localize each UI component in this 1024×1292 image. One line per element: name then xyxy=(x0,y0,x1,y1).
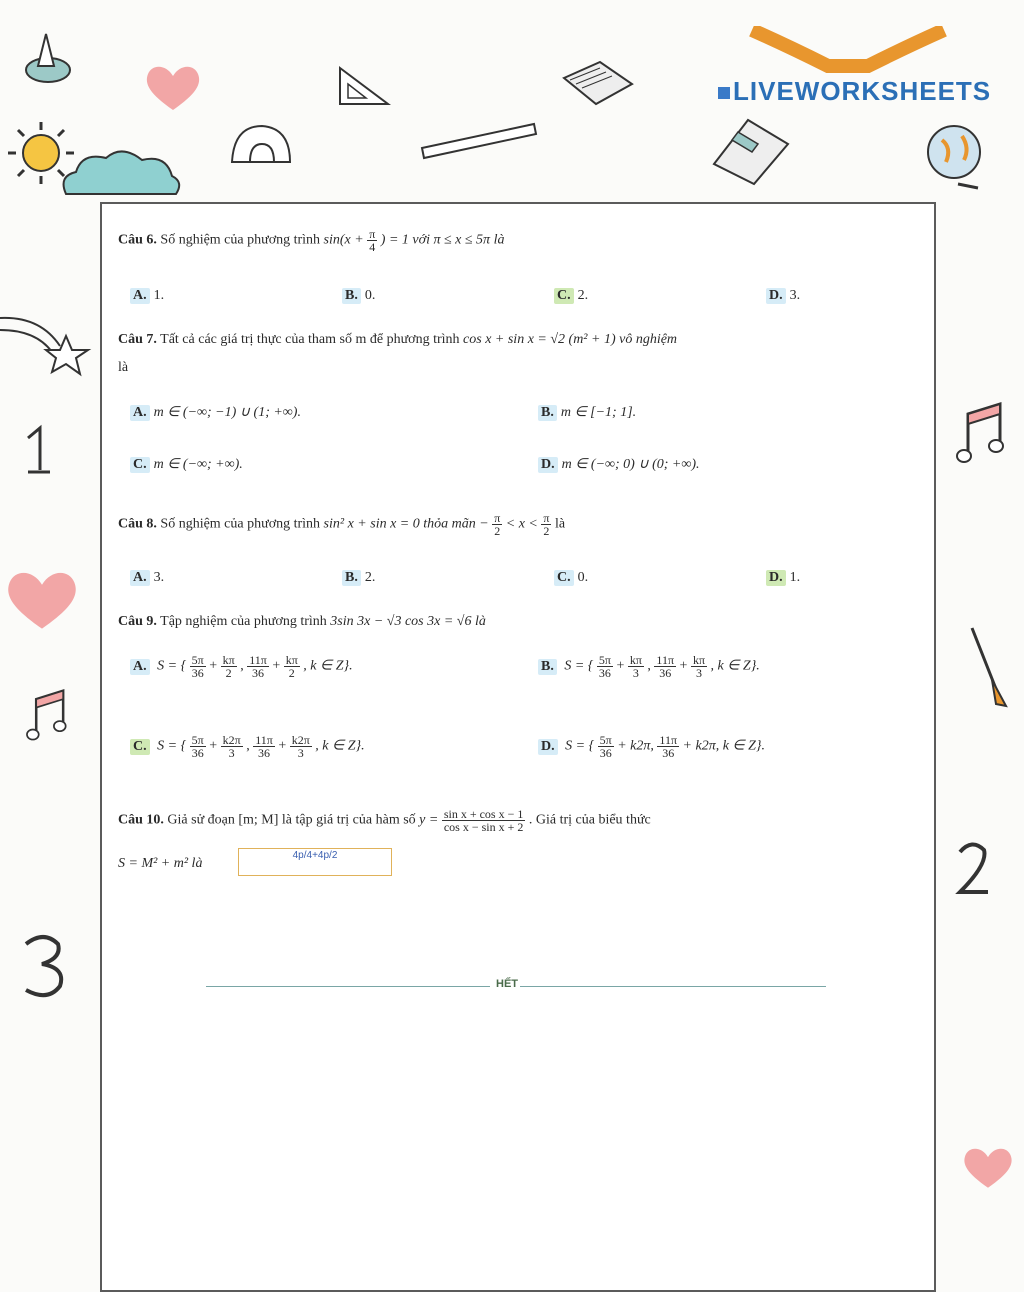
set-open: S = { xyxy=(157,658,187,674)
operator: + xyxy=(278,738,287,754)
operator: + xyxy=(616,658,625,674)
operator: + k2π, xyxy=(617,738,654,754)
fraction-denominator: 36 xyxy=(659,666,672,680)
fraction-numerator: 11π xyxy=(656,653,675,667)
option-b[interactable] xyxy=(538,404,636,421)
fraction xyxy=(221,734,243,759)
option-text: 0. xyxy=(364,288,376,303)
set-open: S = { xyxy=(564,658,594,674)
fraction xyxy=(654,654,676,679)
option-label: A. xyxy=(130,659,150,675)
pencil-top-icon xyxy=(24,26,72,88)
paint-brush-icon xyxy=(962,624,1012,710)
option-a[interactable] xyxy=(130,570,164,586)
option-label: C. xyxy=(130,739,150,755)
set-close: , k ∈ Z}. xyxy=(303,658,353,674)
expression: 3sin 3x − √3 cos 3x = √6 là xyxy=(330,614,486,629)
divider-left xyxy=(206,986,490,987)
logo-square-icon xyxy=(718,87,730,99)
expression-start: sin(x + xyxy=(323,232,364,248)
divider-right xyxy=(520,986,826,987)
set-close: , k ∈ Z}. xyxy=(710,658,760,674)
option-label: D. xyxy=(538,739,558,755)
fraction-denominator: 3 xyxy=(695,666,702,680)
fraction-denominator: 2 xyxy=(225,666,232,680)
fraction-numerator: π xyxy=(494,511,501,525)
option-label: D. xyxy=(538,457,558,473)
fraction-denominator: 4 xyxy=(369,240,376,254)
option-label: C. xyxy=(554,570,574,586)
heart-icon xyxy=(960,1136,1016,1198)
option-label: D. xyxy=(766,288,786,304)
heart-icon xyxy=(2,566,82,632)
end-label: HẾT xyxy=(496,978,518,990)
fraction xyxy=(247,654,269,679)
question-7 xyxy=(118,332,677,348)
fraction-denominator: 2 xyxy=(494,524,501,538)
set-close: + k2π, k ∈ Z}. xyxy=(682,738,766,754)
ruler-triangle-icon xyxy=(336,64,392,108)
option-label: A. xyxy=(130,288,150,304)
fraction xyxy=(284,654,300,679)
option-c[interactable] xyxy=(130,456,243,473)
option-d[interactable] xyxy=(538,734,765,759)
operator: + xyxy=(679,658,688,674)
fraction-denominator: 3 xyxy=(228,746,235,760)
option-label: D. xyxy=(766,570,786,586)
question-tail: là xyxy=(554,516,566,532)
question-number: Câu 6. xyxy=(118,232,157,248)
calculator-icon xyxy=(708,112,794,188)
fraction-denominator: 3 xyxy=(297,746,304,760)
separator: , xyxy=(240,658,244,674)
question-number: Câu 8. xyxy=(118,516,157,532)
option-label: B. xyxy=(342,570,361,586)
option-label: B. xyxy=(538,659,557,675)
fraction xyxy=(290,734,312,759)
fraction-denominator: 2 xyxy=(288,666,295,680)
question-number: Câu 9. xyxy=(118,614,157,629)
option-d[interactable] xyxy=(538,456,700,473)
separator: , xyxy=(647,658,651,674)
option-d[interactable] xyxy=(766,570,800,586)
question-text: Số nghiệm của phương trình xyxy=(160,232,321,248)
fraction-numerator: 5π xyxy=(191,733,204,747)
expression-end: . Giá trị của biểu thức xyxy=(528,812,651,828)
option-label: C. xyxy=(130,457,150,473)
expression-start: y = xyxy=(419,812,439,828)
option-a[interactable] xyxy=(130,404,301,421)
option-a[interactable] xyxy=(130,288,164,304)
question-number: Câu 10. xyxy=(118,812,164,828)
book-icon xyxy=(560,58,636,108)
option-text: 2. xyxy=(577,288,589,303)
fraction-numerator: k2π xyxy=(222,733,241,747)
question-text: Số nghiệm của phương trình xyxy=(160,516,321,532)
option-c[interactable] xyxy=(130,734,365,759)
fraction-numerator: kπ xyxy=(285,653,298,667)
question-text: là xyxy=(118,360,129,375)
number-2-icon xyxy=(950,834,996,902)
option-b[interactable] xyxy=(342,288,375,304)
music-note-icon xyxy=(956,396,1008,472)
globe-icon xyxy=(918,118,998,192)
fraction xyxy=(442,808,526,833)
fraction-denominator: 36 xyxy=(599,746,612,760)
option-text: 0. xyxy=(577,570,589,585)
worksheet-panel xyxy=(100,202,936,1292)
option-text: m ∈ (−∞; −1) ∪ (1; +∞). xyxy=(153,405,301,420)
fraction xyxy=(657,734,679,759)
option-label: A. xyxy=(130,570,150,586)
brand-name: LIVEWORKSHEETS xyxy=(733,76,992,106)
fraction-denominator: 36 xyxy=(258,746,271,760)
question-7-continuation xyxy=(118,360,128,376)
fraction-numerator: kπ xyxy=(692,653,706,667)
fraction-numerator: 11π xyxy=(249,653,267,667)
fraction-numerator: 11π xyxy=(255,733,273,747)
expression: sin² x + sin x = 0 thỏa mãn − xyxy=(323,516,489,532)
question-text: Tập nghiệm của phương trình xyxy=(160,614,327,629)
fraction xyxy=(367,228,377,253)
option-label: C. xyxy=(554,288,574,304)
set-open: S = { xyxy=(157,738,187,754)
option-b[interactable] xyxy=(342,570,375,586)
set-close: , k ∈ Z}. xyxy=(315,738,365,754)
option-b[interactable] xyxy=(538,654,760,679)
fraction-numerator: 5π xyxy=(599,733,612,747)
expression-end: ) = 1 với π ≤ x ≤ 5π là xyxy=(380,232,505,248)
operator: + xyxy=(272,658,281,674)
fraction xyxy=(597,654,613,679)
option-d[interactable] xyxy=(766,288,800,304)
fraction-numerator: π xyxy=(543,511,550,525)
fraction-denominator: 36 xyxy=(252,666,265,680)
ruler-icon xyxy=(418,118,538,162)
option-text: 2. xyxy=(364,570,376,585)
fraction xyxy=(492,512,502,537)
option-c[interactable] xyxy=(554,570,588,586)
set-open: S = { xyxy=(565,738,595,754)
expression: cos x + sin x = √2 (m² + 1) vô nghiệm xyxy=(463,332,678,347)
option-label: B. xyxy=(538,405,557,421)
protractor-icon xyxy=(228,122,294,166)
separator: , xyxy=(246,738,250,754)
option-text: m ∈ [−1; 1]. xyxy=(560,405,637,420)
option-text: m ∈ (−∞; +∞). xyxy=(153,457,243,472)
music-note-icon xyxy=(20,684,76,748)
fraction-numerator: 5π xyxy=(191,653,204,667)
fraction xyxy=(190,654,206,679)
fraction xyxy=(253,734,275,759)
question-number: Câu 7. xyxy=(118,332,157,347)
inequality: < x < xyxy=(505,516,538,532)
heart-icon xyxy=(142,62,204,112)
option-label: A. xyxy=(130,405,150,421)
answer-input[interactable] xyxy=(238,848,392,876)
question-text: S = M² + m² là xyxy=(118,856,203,871)
operator: + xyxy=(209,658,218,674)
number-3-icon xyxy=(14,930,74,1004)
question-text: Tất cả các giá trị thực của tham số m để phương trình xyxy=(160,332,460,347)
option-a[interactable] xyxy=(130,654,353,679)
fraction-numerator: k2π xyxy=(291,733,310,747)
fraction-numerator: kπ xyxy=(222,653,235,667)
fraction xyxy=(628,654,644,679)
question-10 xyxy=(118,808,651,833)
fraction-denominator: 2 xyxy=(543,524,550,538)
question-6 xyxy=(118,228,504,253)
shooting-star-icon xyxy=(0,312,92,378)
fraction-denominator: 36 xyxy=(191,666,204,680)
fraction xyxy=(598,734,614,759)
crown-doodle-icon xyxy=(748,26,948,86)
option-c[interactable] xyxy=(554,288,588,304)
question-10-line2 xyxy=(118,856,202,872)
option-text: 3. xyxy=(153,570,165,585)
fraction-numerator: π xyxy=(369,227,376,241)
fraction-numerator: kπ xyxy=(629,653,642,667)
fraction xyxy=(221,654,237,679)
option-text: 1. xyxy=(153,288,165,303)
option-text: 1. xyxy=(789,570,801,585)
fraction xyxy=(190,734,206,759)
question-9 xyxy=(118,614,486,630)
answer-value: 4p/4+4p/2 xyxy=(292,850,338,861)
fraction-denominator: 36 xyxy=(191,746,204,760)
fraction-numerator: sin x + cos x − 1 xyxy=(443,807,524,821)
fraction xyxy=(691,654,707,679)
option-text: m ∈ (−∞; 0) ∪ (0; +∞). xyxy=(561,457,700,472)
cloud-icon xyxy=(56,146,186,200)
fraction-numerator: 11π xyxy=(659,733,678,747)
option-label: B. xyxy=(342,288,361,304)
operator: + xyxy=(209,738,218,754)
fraction-denominator: cos x − sin x + 2 xyxy=(443,820,524,834)
option-text: 3. xyxy=(789,288,801,303)
question-8 xyxy=(118,512,565,537)
fraction xyxy=(541,512,551,537)
fraction-denominator: 36 xyxy=(662,746,675,760)
number-1-icon xyxy=(22,424,54,478)
question-text: Giả sử đoạn [m; M] là tập giá trị của hàm số xyxy=(167,812,416,828)
fraction-denominator: 36 xyxy=(598,666,611,680)
fraction-denominator: 3 xyxy=(632,666,639,680)
fraction-numerator: 5π xyxy=(598,653,611,667)
